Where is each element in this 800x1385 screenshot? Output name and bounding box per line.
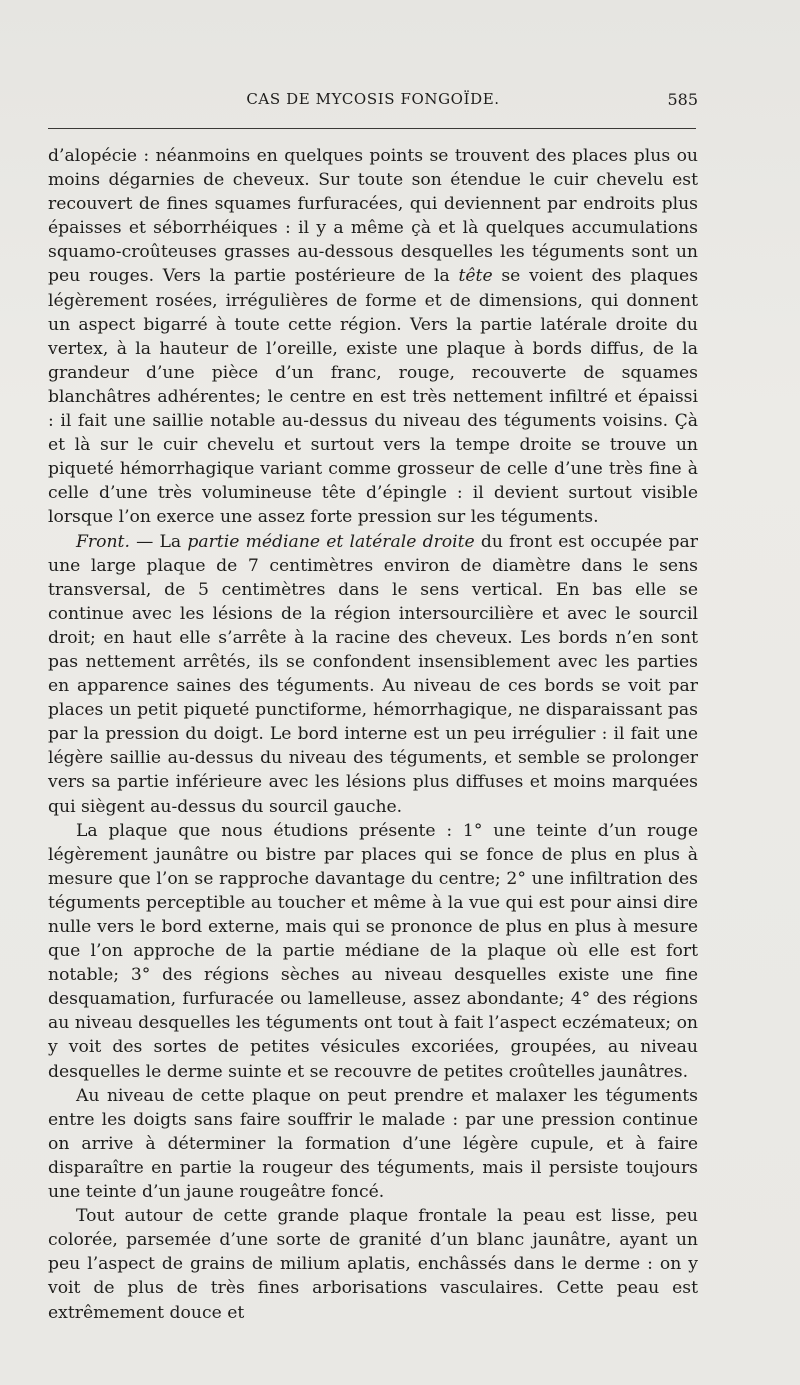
running-title: CAS DE MYCOSIS FONGOÏDE. <box>246 90 500 108</box>
italic-word: tête <box>458 266 493 287</box>
dash-text: — La <box>136 531 182 552</box>
paragraph-text: d’alopécie : néanmoins en quelques points se trouvent des places plus ou moins dégarnies de cheveux. Sur toute son étendue le cuir chevelu est recouvert de fines squames furfuracées, qui deviennent par endroits plus épaisses et séborrhéiques : il y a même çà et là quelques accumulations squamo-croûteuses grasses au-dessous desquelles les téguments sont un peu rouges. Vers la partie postérieure de la <box>48 146 698 287</box>
page-number: 585 <box>667 90 698 109</box>
paragraph-niveau: Au niveau de cette plaque on peut prendre et malaxer les téguments entre les doigts sans faire souffrir le malade : par une pression continue on arrive à déterminer la formation d’une légère cupule, et à faire disparaître en partie la rougeur des téguments, mais il persiste toujours une teinte d’un jaune rougeâtre foncé. <box>48 1085 698 1203</box>
paragraph-front <box>48 530 698 819</box>
paragraph-text: se voient des plaques légèrement rosées, irrégulières de forme et de dimensions, qui donnent un aspect bigarré à toute cette région. Vers la partie latérale droite du vertex, à la hauteur de l’oreille, existe une plaque à bords diffus, de la grandeur d’une pièce d’un franc, rouge, recouverte de squames blanchâtres adhérentes; le centre en est très nettement infiltré et épaissi : il fait une saillie notable au-dessus du niveau des téguments voisins. Çà et là sur le cuir chevelu et surtout vers la tempe droite se trouve un piqueté hémorrhagique variant comme grosseur de celle d’une très fine à celle d’une très volumineuse tête d’épingle : il devient surtout visible lorsque l’on exerce une assez forte pression sur les téguments. <box>48 266 699 528</box>
paragraph-text: du front est occupée par une large plaque de 7 centimètres environ de diamètre dans le sens transversal, de 5 centimètres dans le sens vertical. En bas elle se continue avec les lésions de la région intersourcilière et avec le sourcil droit; en haut elle s’arrête à la racine des cheveux. Les bords n’en sont pas nettement arrêtés, ils se confondent insensiblement avec les parties en apparence saines des téguments. Au niveau de ces bords se voit par places un petit piqueté punctiforme, hémorrhagique, ne disparaissant pas par la pression du doigt. Le bord interne est un peu irrégulier : il fait une légère saillie au-dessus du niveau des téguments, et semble se prolonger vers sa partie inférieure avec les lésions plus diffuses et moins marquées qui siègent au-dessus du sourcil gauche. <box>48 531 698 817</box>
body-text <box>48 144 698 1325</box>
paragraph-scalp <box>48 144 698 530</box>
header-rule <box>48 128 696 129</box>
italic-phrase: partie médiane et latérale droite <box>187 531 475 552</box>
running-head <box>48 90 698 112</box>
section-label-front: Front. <box>76 531 130 552</box>
paragraph-autour: Tout autour de cette grande plaque frontale la peau est lisse, peu colorée, parsemée d’une sorte de granité d’un blanc jaunâtre, ayant un peu l’aspect de grains de milium aplatis, enchâssés dans le derme : on y voit de plus de très fines arborisations vasculaires. Cette peau est extrêmement douce et <box>48 1206 698 1323</box>
paragraph-plaque: La plaque que nous étudions présente : 1° une teinte d’un rouge légèrement jaunâtre ou bistre par places qui se fonce de plus en plus à mesure que l’on se rapproche davantage du centre; 2° une infiltration des téguments perceptible au toucher et même à la vue qui est pour ainsi dire nulle vers le bord externe, mais qui se prononce de plus en plus à mesure que l’on approche de la partie médiane de la plaque où elle est fort notable; 3° des régions sèches au niveau desquelles existe une fine desquamation, furfuracée ou lamelleuse, assez abondante; 4° des régions au niveau desquelles les téguments ont tout à fait l’aspect eczémateux; on y voit des sortes de petites vésicules excoriées, groupées, au niveau desquelles le derme suinte et se recouvre de petites croûtelles jaunâtres. <box>48 820 698 1082</box>
